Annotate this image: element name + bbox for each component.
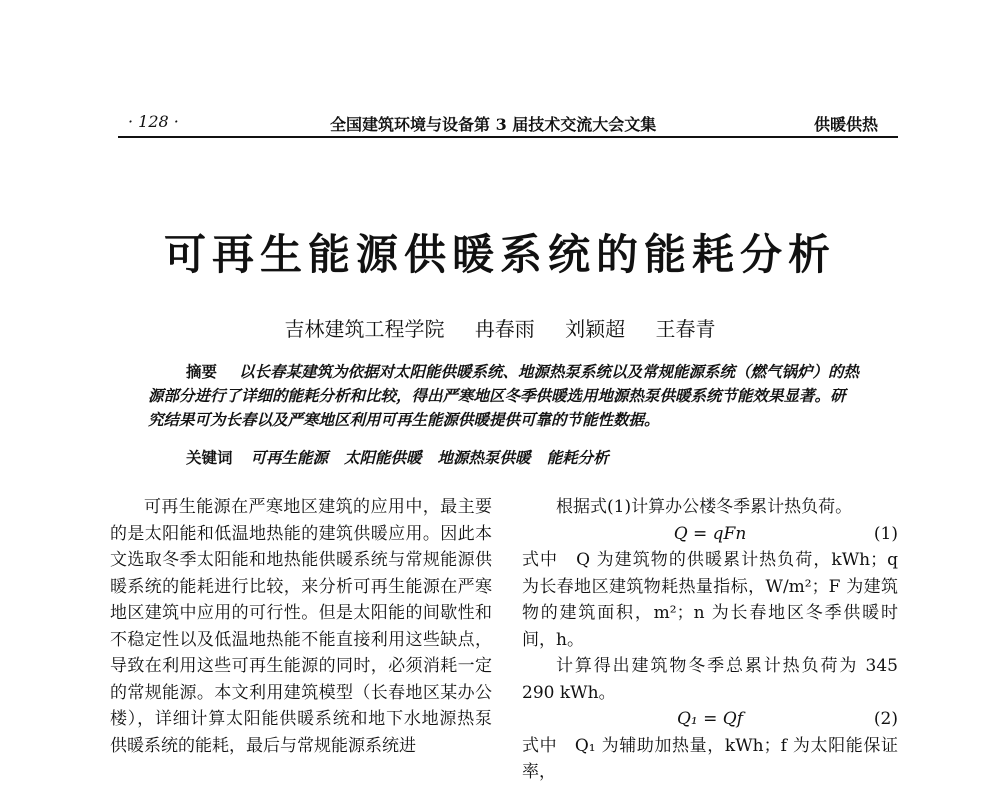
equation-formula: Q₁ = Qf [676,709,744,729]
keyword: 太阳能供暖 [344,448,422,467]
paragraph: 计算得出建筑物冬季总累计热负荷为 345 290 kWh。 [522,656,898,703]
equation-formula: Q = qFn [673,523,747,544]
paragraph: 式中 Q₁ 为辅助加热量，kWh；f 为太阳能保证率， [522,735,898,782]
page-number: · 128 · [128,112,179,131]
paper-title: 可再生能源供暖系统的能耗分析 [163,230,836,279]
keyword: 能耗分析 [546,448,609,467]
abstract-text: 以长春某建筑为依据对太阳能供暖系统、地源热泵系统以及常规能源系统（燃气锅炉）的热源部分进行了详细的能耗分析和比较，得出严寒地区冬季供暖选用地源热泵供暖系统节能效果显著。研究结果可为长春以及严寒地区利用可再生能源供暖提供可靠的节能性数据。 [148,362,860,429]
equation-2 [522,706,898,733]
running-header [118,110,898,138]
equation-number: (1) [873,523,898,544]
journal-title: 全国建筑环境与设备第 3 届技术交流大会文集 [330,115,657,134]
abstract [148,360,860,432]
author-line [0,313,1000,342]
author-name: 冉春雨 [474,317,535,341]
abstract-label: 摘要 [186,362,218,381]
keywords [186,446,866,470]
paragraph: 式中 Q 为建筑物的供暖累计热负荷，kWh；q 为长春地区建筑物耗热量指标，W/m²；F 为建筑物的建筑面积，m²；n 为长春地区冬季供暖时间，h。 [522,550,898,650]
left-column-paragraph: 可再生能源在严寒地区建筑的应用中，最主要的是太阳能和低温地热能的建筑供暖应用。因此本文选取冬季太阳能和地热能供暖系统与常规能源供暖系统的能耗进行比较，来分析可再生能源在严寒地区建筑中应用的可行性。但是太阳能的间歇性和不稳定性以及低温地热能不能直接利用这些缺点，导致在利用这些可再生能源的同时，必须消耗一定的常规能源。本文利用建筑模型（长春地区某办公楼），详细计算太阳能供暖系统和地下水地源热泵供暖系统的能耗，最后与常规能源系统进 [110,497,492,756]
right-column [522,494,898,786]
equation-1 [522,521,898,548]
keyword: 可再生能源 [250,448,329,467]
section-name: 供暖供热 [813,115,878,134]
paragraph: 根据式(1)计算办公楼冬季累计热负荷。 [556,497,853,517]
keywords-label: 关键词 [186,448,233,467]
equation-number: (2) [873,709,898,729]
keyword: 地源热泵供暖 [437,448,531,467]
author-name: 刘颖超 [565,317,626,341]
author-name: 王春青 [655,317,716,341]
affiliation: 吉林建筑工程学院 [284,317,445,341]
